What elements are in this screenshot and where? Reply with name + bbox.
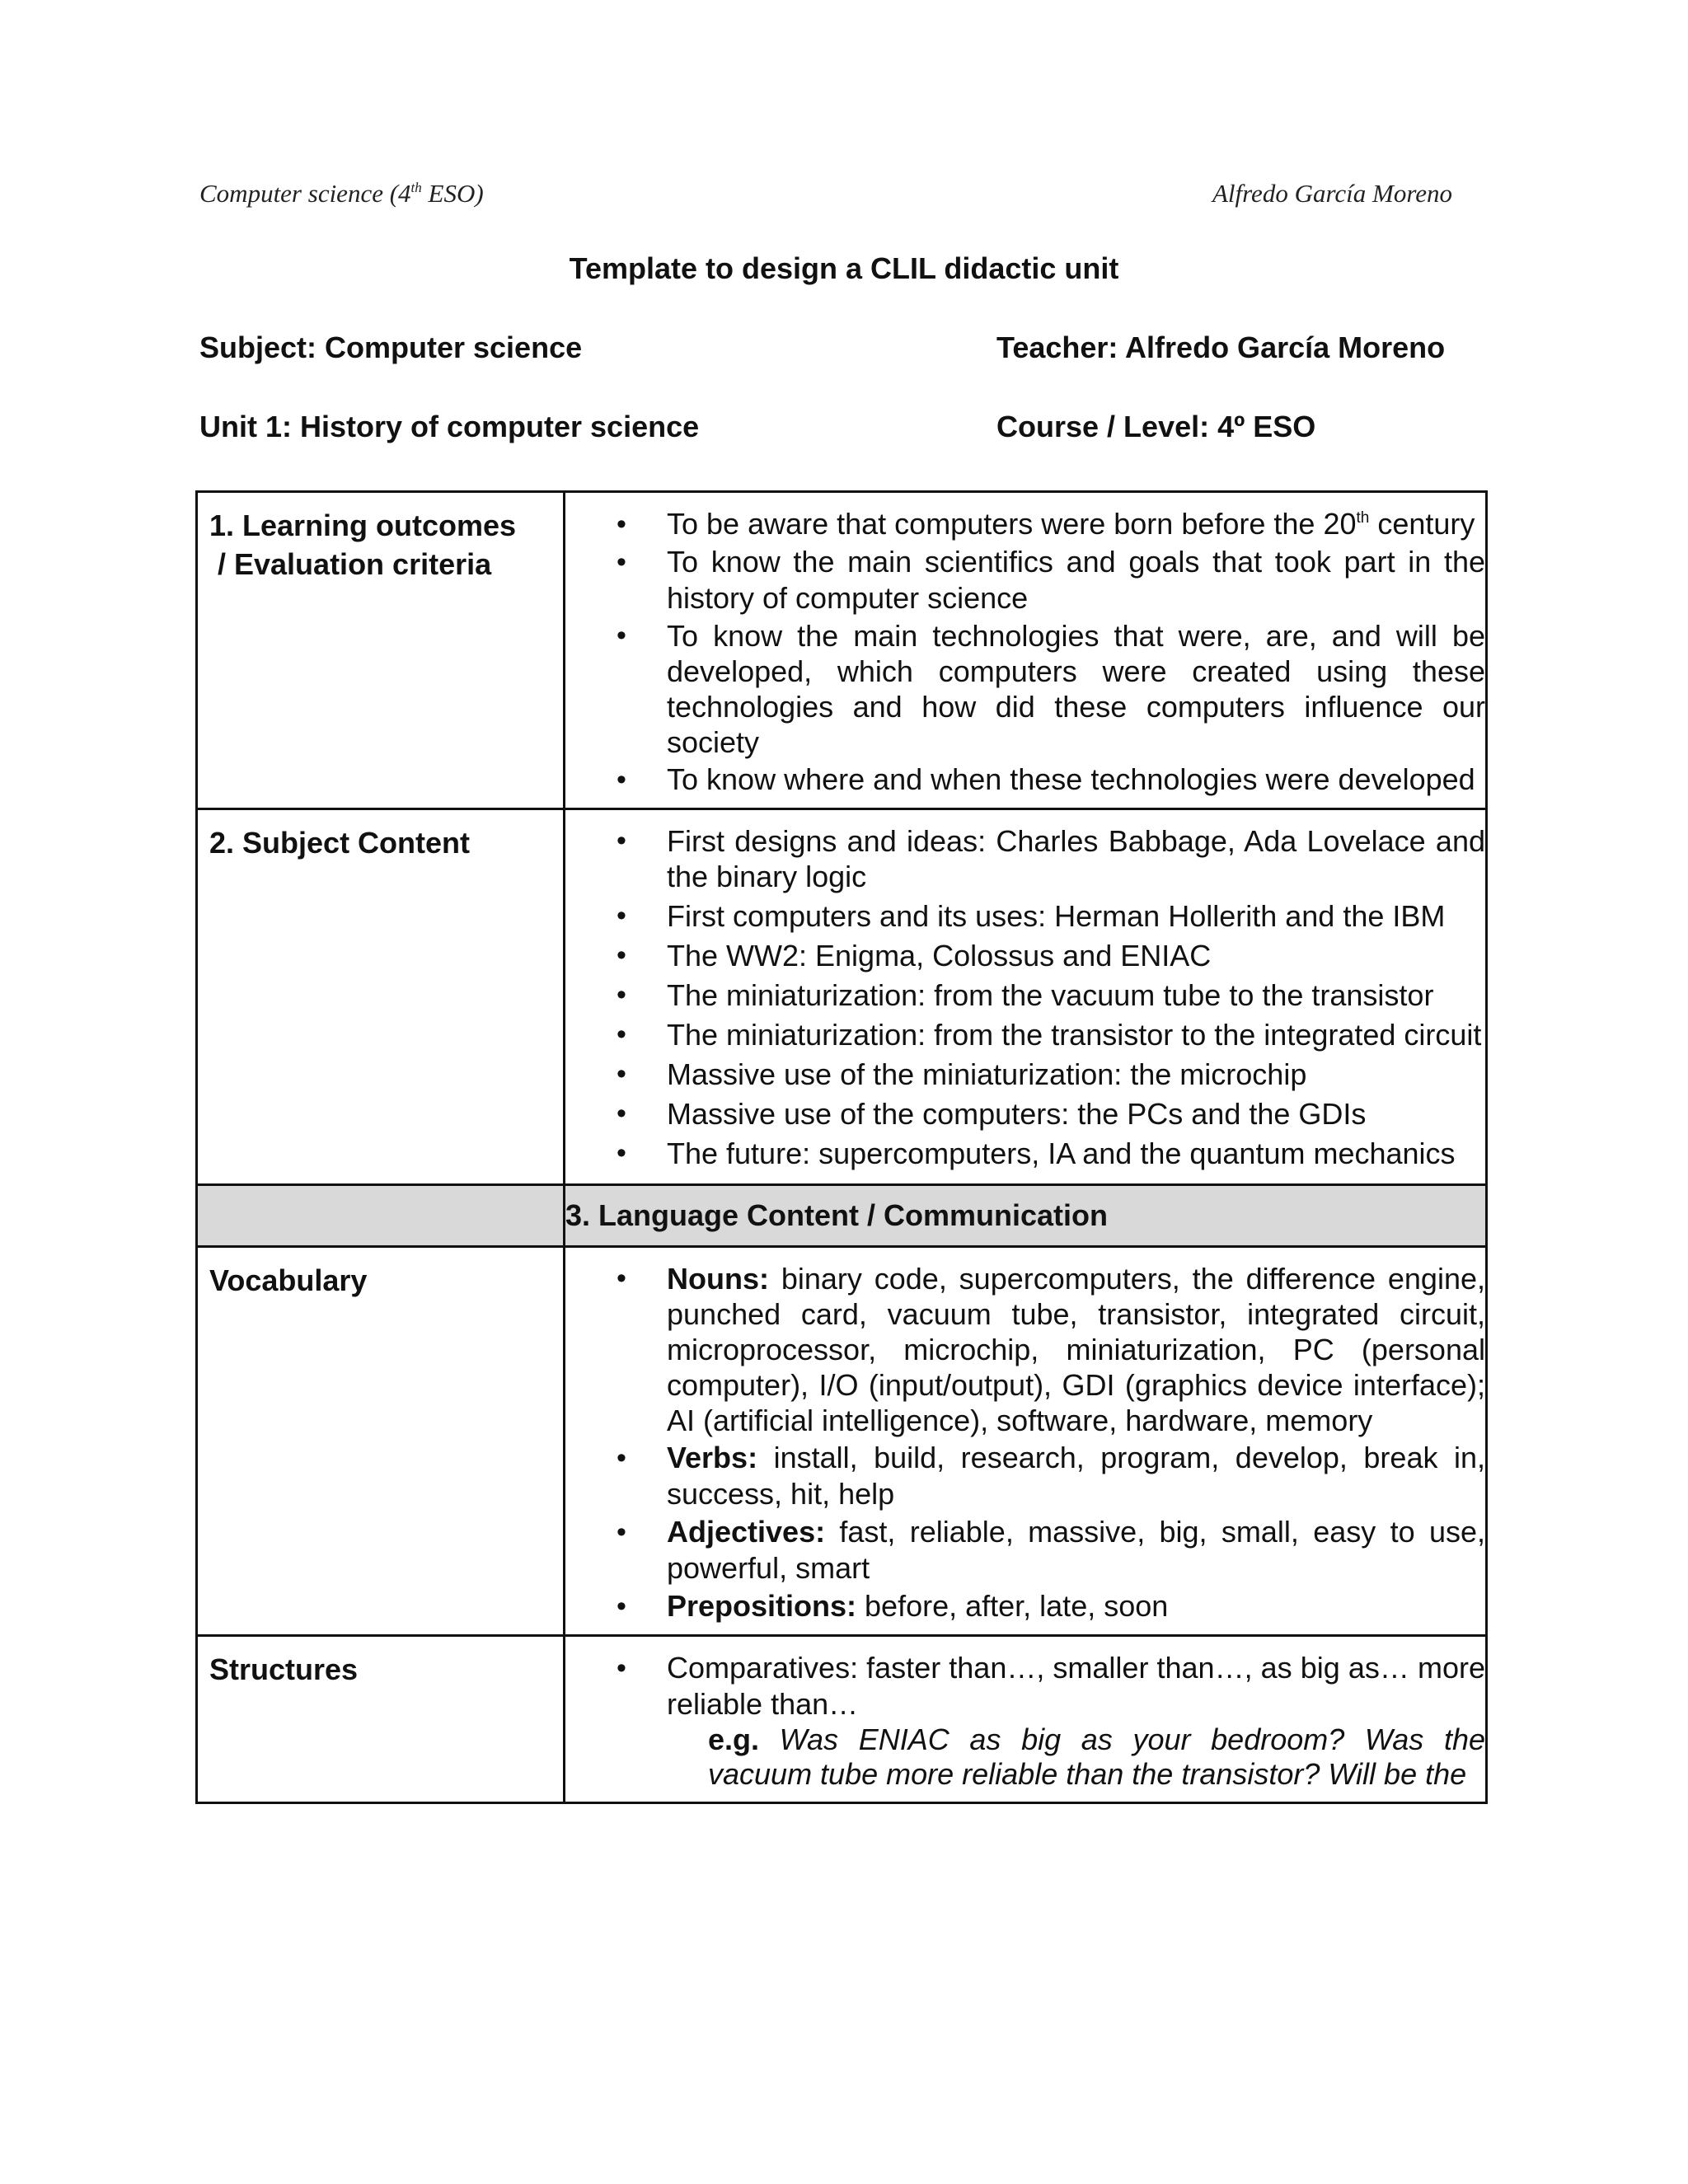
vocabulary-content (565, 1247, 1487, 1636)
list-item: • The miniaturization: from the transistor to the integrated circuit (565, 1017, 1485, 1052)
list-item: • The WW2: Enigma, Colossus and ENIAC (565, 938, 1485, 973)
header-course: Computer science (4th ESO) (199, 179, 484, 208)
running-header (199, 179, 1452, 220)
meta-row-unit (199, 410, 1452, 451)
header-author: Alfredo García Moreno (1212, 179, 1452, 208)
list-item: • First computers and its uses: Herman Hollerith and the IBM (565, 898, 1485, 934)
learning-outcomes-list (565, 493, 1485, 808)
list-item: • The future: supercomputers, IA and the quantum mechanics (565, 1136, 1485, 1171)
verbs-term: Verbs: (667, 1441, 758, 1474)
structures-list (565, 1637, 1485, 1802)
teacher-label: Teacher: Alfredo García Moreno (996, 330, 1446, 364)
learning-outcomes-content (565, 492, 1487, 809)
list-item: • Massive use of the miniaturization: the microchip (565, 1057, 1485, 1092)
list-item: • Adjectives: fast, reliable, massive, big, small, easy to use, powerful, smart (565, 1514, 1485, 1586)
unit-label: Unit 1: History of computer science (199, 410, 700, 443)
learning-outcomes-label: 1. Learning outcomes / Evaluation criteria (209, 509, 517, 581)
structures-content (565, 1636, 1487, 1803)
list-item: • To know where and when these technologies were developed (565, 762, 1485, 798)
learning-outcomes-label-cell (197, 492, 565, 809)
document-title: Template to design a CLIL didactic unit (569, 251, 1119, 285)
course-level-label: Course / Level: 4º ESO (996, 410, 1316, 443)
vocabulary-label: Vocabulary (209, 1263, 368, 1297)
adjectives-term: Adjectives: (667, 1515, 826, 1549)
section-header-cell (565, 1185, 1487, 1247)
list-item: • Nouns: binary code, supercomputers, the difference engine, punched card, vacuum tube, transistor, integrated circuit, microprocessor, microchip, miniaturization, PC (personal computer), I/O (input/output), GDI (graphics device interface); AI (artificial intelligence), software, hardware, memory (565, 1261, 1485, 1438)
unit-table (195, 490, 1488, 1804)
meta-row-subject (199, 330, 1452, 372)
example-sentence: e.g. Was ENIAC as big as your bedroom? Was the vacuum tube more reliable than the transistor? Will be the (708, 1722, 1485, 1791)
row-vocabulary (197, 1247, 1487, 1636)
list-item: • Massive use of the computers: the PCs and the GDIs (565, 1096, 1485, 1132)
list-item: • The miniaturization: from the vacuum tube to the transistor (565, 977, 1485, 1013)
list-item: • To know the main scientifics and goals that took part in the history of computer science (565, 544, 1485, 616)
list-item: • Verbs: install, build, research, program, develop, break in, success, hit, help (565, 1440, 1485, 1512)
prepositions-term: Prepositions: (667, 1589, 857, 1623)
section-title: 3. Language Content / Communication (565, 1198, 1109, 1232)
vocabulary-list (565, 1248, 1485, 1634)
list-item: • To know the main technologies that were, are, and will be developed, which computers were created using these technologies and how did these computers influence our society (565, 618, 1485, 760)
section-header-empty-cell (197, 1185, 565, 1247)
structures-label: Structures (209, 1652, 359, 1686)
row-learning-outcomes (197, 492, 1487, 809)
row-language-content-header (197, 1185, 1487, 1247)
row-structures (197, 1636, 1487, 1803)
subject-content-content (565, 809, 1487, 1185)
list-item: • First designs and ideas: Charles Babbage, Ada Lovelace and the binary logic (565, 823, 1485, 894)
subject-label: Subject: Computer science (199, 330, 583, 364)
subject-content-label-cell (197, 809, 565, 1185)
row-subject-content (197, 809, 1487, 1185)
list-item: • Comparatives: faster than…, smaller than…, as big as… more reliable than… e.g. Was ENIAC as big as your bedroom? Was the vacuum tube more reliable than the transistor? Will be the (565, 1650, 1485, 1792)
subject-content-label: 2. Subject Content (209, 826, 471, 860)
vocabulary-label-cell (197, 1247, 565, 1636)
nouns-term: Nouns: (667, 1262, 769, 1296)
list-item: • To be aware that computers were born before the 20th century (565, 506, 1485, 542)
subject-content-list (565, 810, 1485, 1183)
structures-label-cell (197, 1636, 565, 1803)
list-item: • Prepositions: before, after, late, soon (565, 1588, 1485, 1624)
